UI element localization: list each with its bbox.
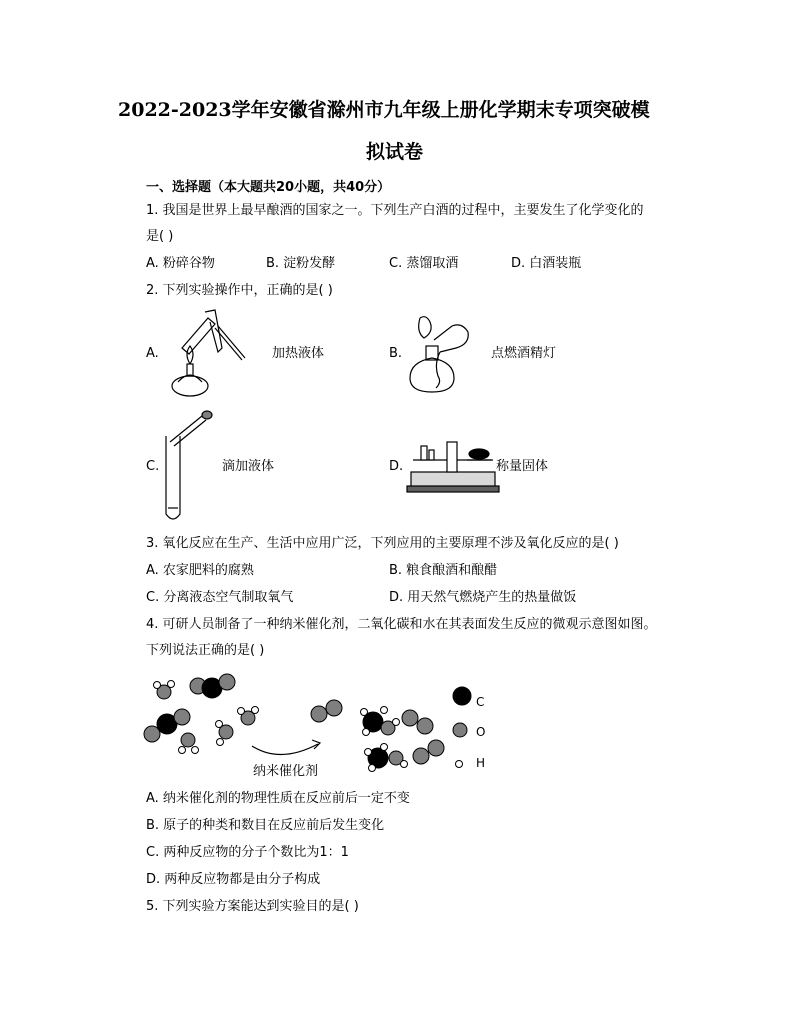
q2-option-b-label: 点燃酒精灯	[491, 346, 557, 361]
q3-stem: 3. 氧化反应在生产、生活中应用广泛，下列应用的主要原理不涉及氧化反应的是( )	[146, 536, 619, 551]
q4-stem-line2: 下列说法正确的是( )	[146, 643, 265, 658]
legend-oxygen-symbol: O	[476, 725, 486, 739]
legend-carbon-symbol: C	[476, 695, 485, 709]
q3-option-a: A. 农家肥料的腐熟	[146, 563, 254, 578]
q2-option-c-letter: C.	[146, 459, 160, 474]
q5-stem: 5. 下列实验方案能达到实验目的是( )	[146, 899, 359, 914]
q4-option-a: A. 纳米催化剂的物理性质在反应前后一定不变	[146, 791, 410, 806]
heating-liquid-illustration	[160, 308, 256, 400]
section-heading: 一、选择题（本大题共20小题，共40分）	[146, 180, 391, 195]
q4-option-c: C. 两种反应物的分子个数比为1：1	[146, 845, 349, 860]
reaction-micro-diagram	[140, 672, 500, 782]
q1-option-d: D. 白酒装瓶	[511, 256, 582, 271]
q2-option-b-letter: B.	[389, 346, 403, 361]
q1-option-c: C. 蒸馏取酒	[389, 256, 459, 271]
q3-option-d: D. 用天然气燃烧产生的热量做饭	[389, 590, 577, 605]
q4-stem-line1: 4. 可研人员制备了一种纳米催化剂，二氧化碳和水在其表面发生反应的微观示意图如图。	[146, 617, 657, 632]
q4-option-b: B. 原子的种类和数目在反应前后发生变化	[146, 818, 385, 833]
catalyst-label: 纳米催化剂	[253, 764, 319, 779]
q1-option-a: A. 粉碎谷物	[146, 256, 215, 271]
q4-option-d: D. 两种反应物都是由分子构成	[146, 872, 321, 887]
q1-option-b: B. 淀粉发酵	[266, 256, 336, 271]
q2-option-d-label: 称量固体	[496, 459, 549, 474]
q2-option-c-label: 滴加液体	[222, 459, 275, 474]
q2-stem: 2. 下列实验操作中，正确的是( )	[146, 283, 333, 298]
page-title-line2: 拟试卷	[366, 141, 424, 163]
q3-option-c: C. 分离液态空气制取氧气	[146, 590, 294, 605]
dropping-liquid-illustration	[160, 408, 214, 528]
q3-option-b: B. 粮食酿酒和酿醋	[389, 563, 498, 578]
q2-option-a-letter: A.	[146, 346, 159, 361]
legend-hydrogen-symbol: H	[476, 756, 486, 770]
q1-stem-line1: 1. 我国是世界上最早酿酒的国家之一。下列生产白酒的过程中，主要发生了化学变化的	[146, 203, 644, 218]
q1-stem-line2: 是( )	[146, 229, 174, 244]
lighting-lamp-illustration	[404, 312, 476, 396]
q2-option-a-label: 加热液体	[272, 346, 325, 361]
q2-option-d-letter: D.	[389, 459, 404, 474]
page-title-line1: 2022-2023学年安徽省滁州市九年级上册化学期末专项突破模	[118, 99, 650, 121]
weighing-solid-illustration	[405, 432, 501, 494]
